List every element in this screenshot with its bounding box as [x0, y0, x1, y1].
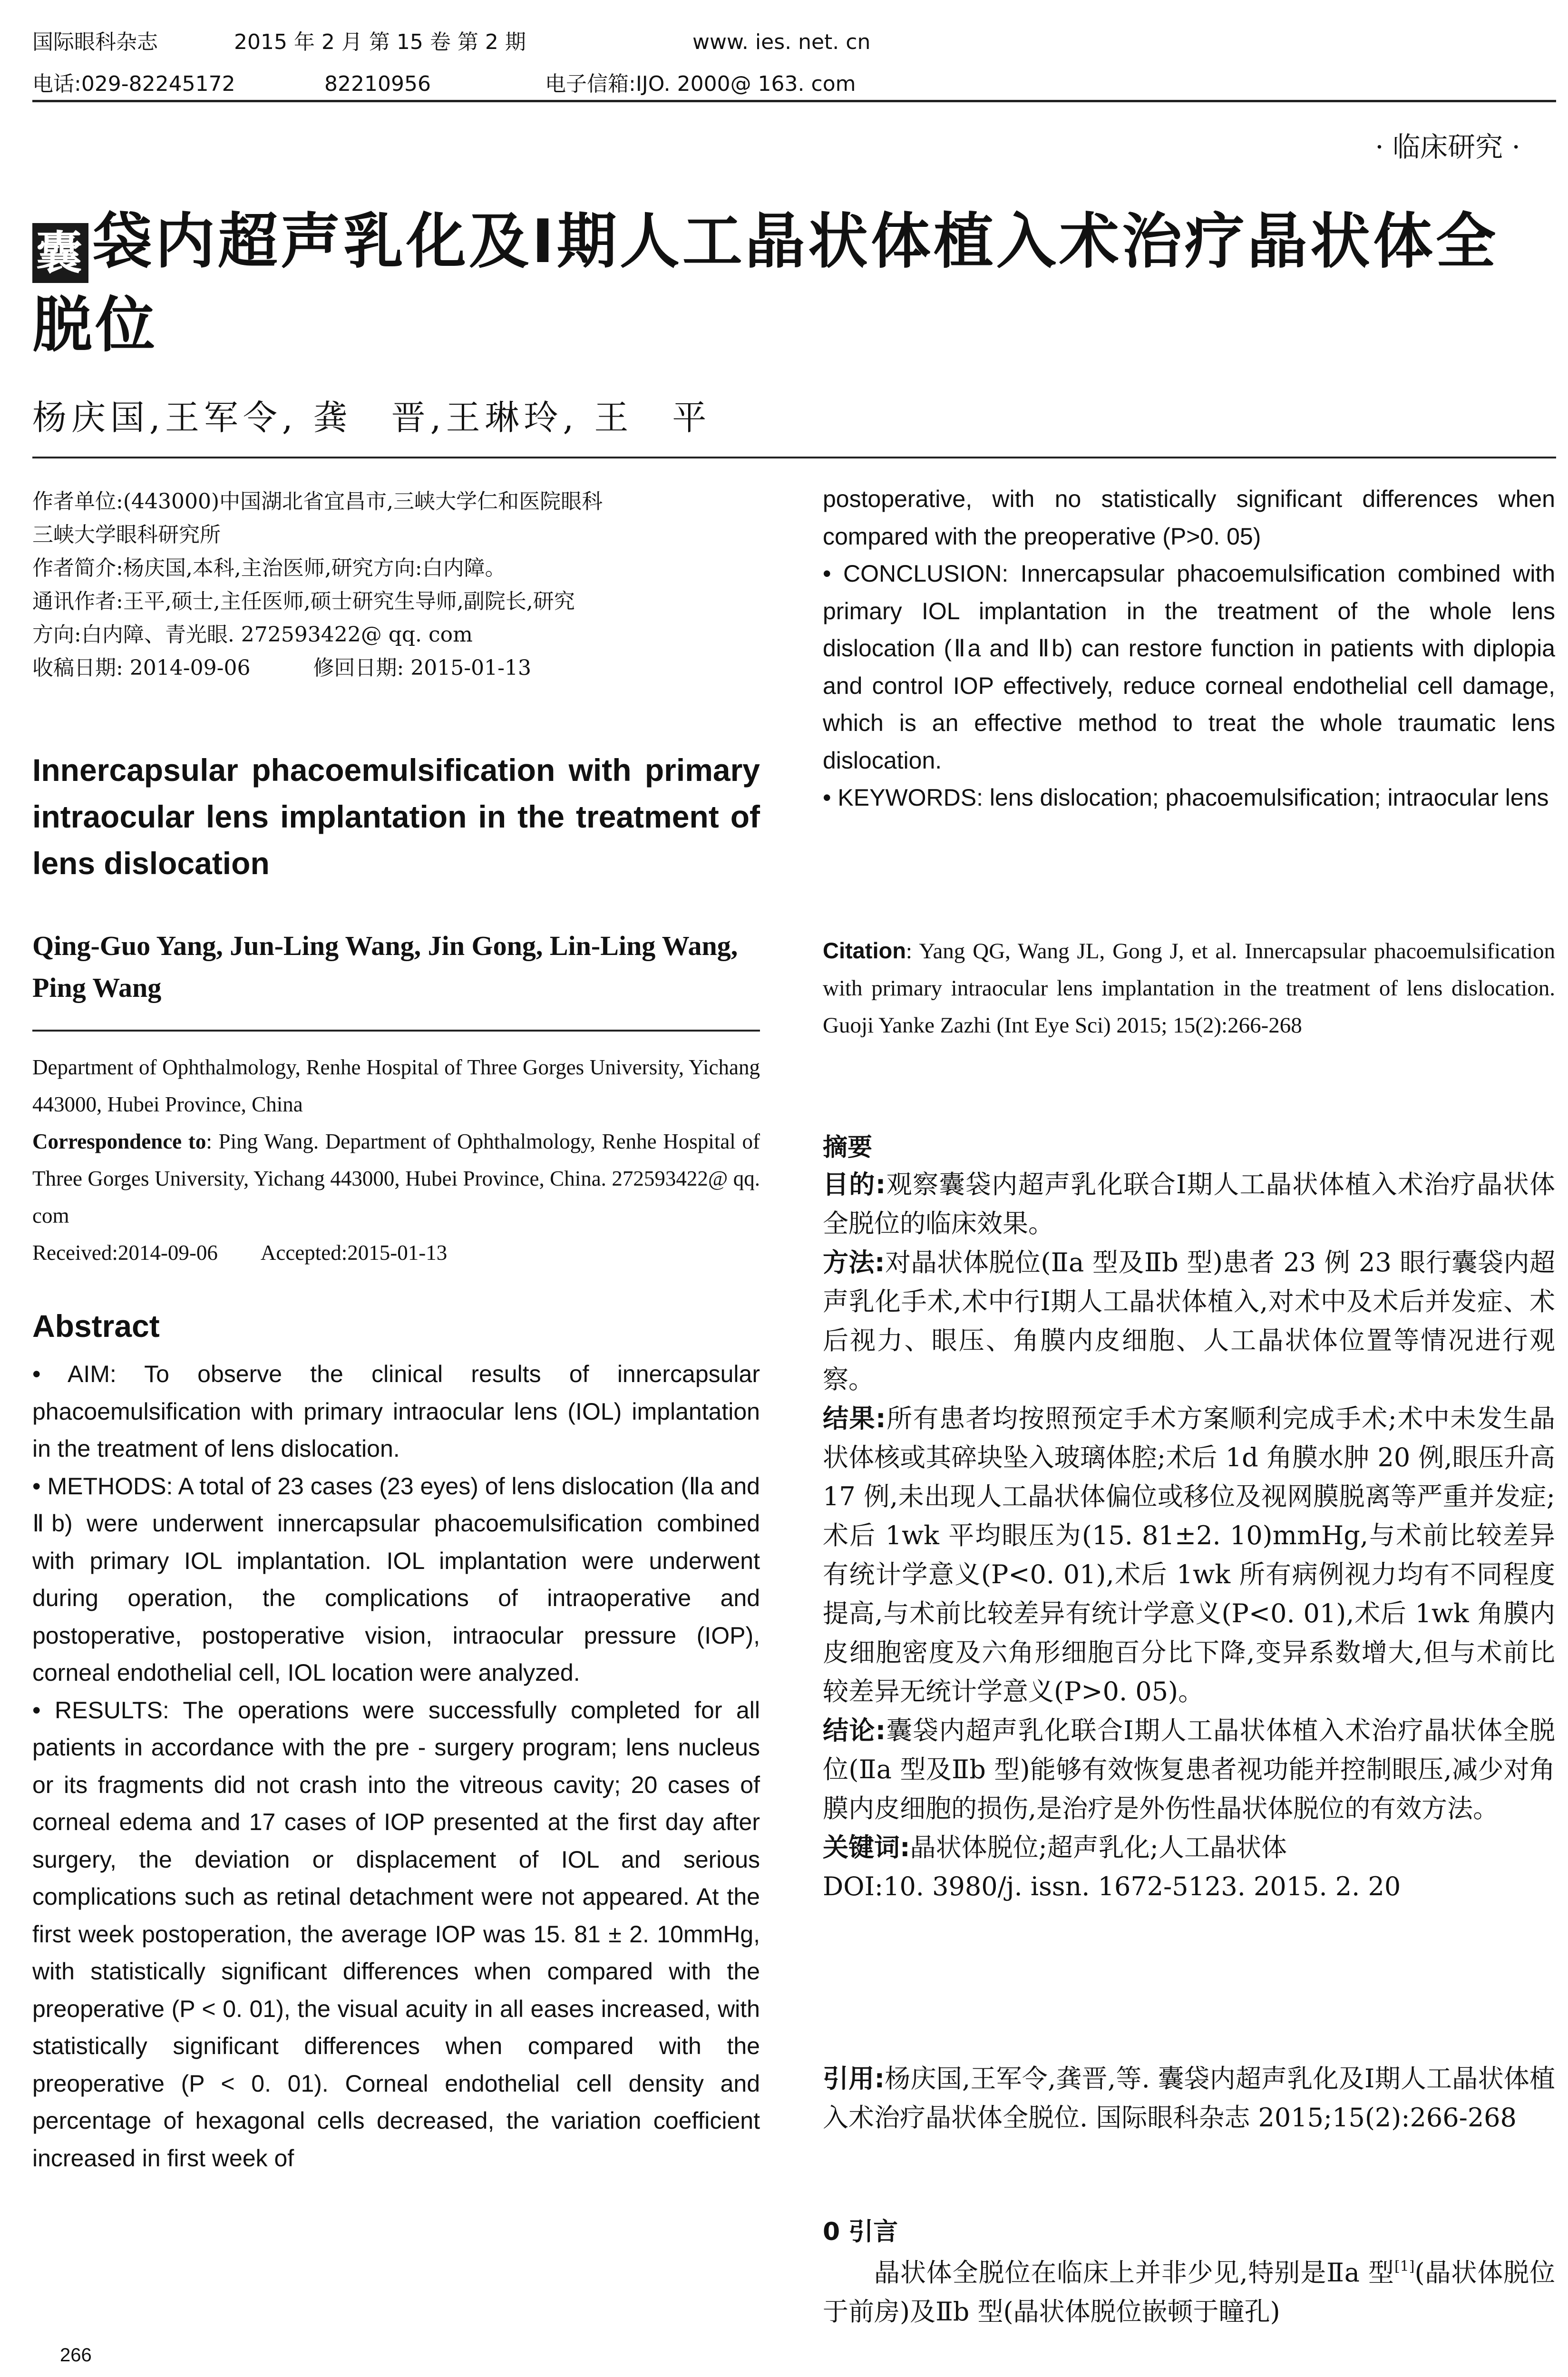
cn-doi: DOI:10. 3980/j. issn. 1672-5123. 2015. 2. 20: [823, 1871, 1401, 1901]
department: Department of Ophthalmology, Renhe Hospital of Three Gorges University, Yichang 443000, Hubei Province, China: [32, 1055, 760, 1116]
phone: 电话:029-82245172: [32, 72, 235, 96]
intro-text-2: (晶状体脱位于前房)及Ⅱb 型(晶状体脱位嵌顿于瞳孔): [823, 2258, 1555, 2327]
cn-conclusion-text: 囊袋内超声乳化联合Ⅰ期人工晶状体植入术治疗晶状体全脱位(Ⅱa 型及Ⅱb 型)能够有效恢复患者视功能并控制眼压,减少对角膜内皮细胞的损伤,是治疗是外伤性晶状体脱位的有效方法。: [823, 1715, 1555, 1823]
abstract-conclusion: • CONCLUSION: Innercapsular phacoemulsification combined with primary IOL implantation in the treatment of the whole lens dislocation (Ⅱa and Ⅱb) can restore function in patients with diplopia and control IOP effectively, reduce corneal endothelial cell damage, which is an effective method to treat the whole traumatic lens dislocation.: [823, 560, 1555, 774]
cn-methods-label: 方法:: [823, 1247, 885, 1277]
cn-meta-line: 作者单位:(443000)中国湖北省宜昌市,三峡大学仁和医院眼科: [32, 489, 603, 514]
received-dates: Received:2014-09-06 Accepted:2015-01-13: [32, 1241, 448, 1265]
title-boxed-char: 囊: [32, 223, 88, 283]
abstract-results: • RESULTS: The operations were successfully completed for all patients in accordance with the pre - surgery program; lens nucleus or its fragments did not crash into the vitreous cavity; 20 cases of corneal edema and 17 cases of IOP presented at the first day after surgery, the deviation or displacement of IOL and serious complications such as retinal detachment were not appeared. At the first week postoperation, the average IOP was 15. 81 ± 2. 10mmHg, with statistically significant differences when compared with the preoperative (P < 0. 01), the visual acuity in all eases increased, with statistically significant differences when compared with the preoperative (P < 0. 01). Corneal endothelial cell density and percentage of hexagonal cells decreased, the variation coefficient increased in first week of: [32, 1696, 760, 2172]
title-rule: [32, 457, 1556, 458]
section-tag: · 临床研究 ·: [1375, 131, 1520, 163]
header-rule: [32, 100, 1556, 102]
journal-name: 国际眼科杂志: [32, 30, 158, 54]
authors-cn: 杨庆国,王军令, 龚 晋,王琳玲, 王 平: [32, 398, 711, 438]
cn-methods: [823, 1243, 1555, 1399]
english-title: Innercapsular phacoemulsification with primary intraocular lens implantation in the treatment of lens dislocation: [32, 752, 760, 881]
citation-text: : Yang QG, Wang JL, Gong J, et al. Innercapsular phacoemulsification with primary intraocular lens implantation in the treatment of lens dislocation. Guoji Yanke Zazhi (Int Eye Sci) 2015; 15(2):266-268: [823, 939, 1555, 1038]
abstract-keywords: • KEYWORDS: lens dislocation; phacoemulsification; intraocular lens: [823, 784, 1549, 811]
cn-abstract-body: [823, 1165, 1555, 1906]
cn-aim-text: 观察囊袋内超声乳化联合Ⅰ期人工晶状体植入术治疗晶状体全脱位的临床效果。: [823, 1169, 1555, 1238]
cn-citation-text: 杨庆国,王军令,龚晋,等. 囊袋内超声乳化及Ⅰ期人工晶状体植入术治疗晶状体全脱位. 国际眼科杂志 2015;15(2):266-268: [823, 2064, 1555, 2133]
intro-text-1: 晶状体全脱位在临床上并非少见,特别是Ⅱa 型: [874, 2258, 1394, 2288]
cn-meta-line: 方向:白内障、青光眼. 272593422@ qq. com: [32, 623, 473, 647]
abstract-heading: Abstract: [32, 1308, 160, 1344]
english-authors: Qing-Guo Yang, Jun-Ling Wang, Jin Gong, Lin-Ling Wang, Ping Wang: [32, 930, 738, 1003]
cn-meta-line: 收稿日期: 2014-09-06 修回日期: 2015-01-13: [32, 656, 531, 680]
authors-rule: [32, 1030, 760, 1032]
issue-info: 2015 年 2 月 第 15 卷 第 2 期: [234, 30, 526, 54]
intro-heading: 0 引言: [823, 2218, 898, 2246]
cn-keywords-text: 晶状体脱位;超声乳化;人工晶状体: [910, 1832, 1287, 1862]
cn-conclusion-label: 结论:: [823, 1715, 886, 1745]
cn-meta-line: 通讯作者:王平,硕士,主任医师,硕士研究生导师,副院长,研究: [32, 589, 575, 614]
citation-label: Citation: [823, 938, 906, 963]
cn-results-text: 所有患者均按照预定手术方案顺利完成手术;术中未发生晶状体核或其碎块坠入玻璃体腔;术后 1d 角膜水肿 20 例,眼压升高 17 例,未出现人工晶状体偏位或移位及视网膜脱离等严重并发症;术后 1wk 平均眼压为(15. 81±2. 10)mmHg,与术前比较差异有统计学意义(P<0. 01),术后 1wk 所有病例视力均有不同程度提高,与术前比较差异有统计学意义(P<0. 01),术后 1wk 角膜内皮细胞密度及六角形细胞百分比下降,变异系数增大,但与术前比较差异无统计学意义(P>0. 05)。: [823, 1403, 1555, 1706]
cn-citation: [823, 2059, 1555, 2137]
correspondence: [32, 1123, 760, 1234]
abstract-methods: • METHODS: A total of 23 cases (23 eyes) of lens dislocation (Ⅱa and Ⅱb) were underwent innercapsular phacoemulsification combined with primary IOL implantation. IOL implantation were underwent during operation, the complications of intraoperative and postoperative, postoperative vision, intraocular pressure (IOP), corneal endothelial cell, IOL location were analyzed.: [32, 1472, 760, 1686]
abstract-aim: • AIM: To observe the clinical results of innercapsular phacoemulsification with primary intraocular lens (IOL) implantation in the treatment of lens dislocation.: [32, 1361, 760, 1462]
cn-meta-line: 作者简介:杨庆国,本科,主治医师,研究方向:白内障。: [32, 556, 506, 580]
cn-meta-line: 三峡大学眼科研究所: [32, 523, 221, 547]
cn-methods-text: 对晶状体脱位(Ⅱa 型及Ⅱb 型)患者 23 例 23 眼行囊袋内超声乳化手术,术中行Ⅰ期人工晶状体植入,对术中及术后并发症、术后视力、眼压、角膜内皮细胞、人工晶状体位置等情况进行观察。: [823, 1247, 1555, 1394]
abstract-right-body: [823, 480, 1555, 817]
citation-block: [823, 932, 1555, 1044]
reference-marker: [1]: [1394, 2258, 1415, 2275]
correspondence-label: Correspondence to: [32, 1130, 206, 1153]
cn-aim: [823, 1165, 1555, 1243]
cn-keywords: [823, 1828, 1555, 1867]
article-title: [32, 200, 1554, 367]
cn-results-label: 结果:: [823, 1403, 886, 1433]
website: www. ies. net. cn: [692, 30, 871, 54]
cn-citation-label: 引用:: [823, 2064, 885, 2094]
cn-abstract-heading: 摘要: [823, 1133, 873, 1162]
intro-text: [823, 2247, 1555, 2331]
email: 电子信箱:IJO. 2000@ 163. com: [545, 72, 856, 96]
journal-header-line1: [32, 25, 870, 55]
cn-conclusion: [823, 1711, 1555, 1828]
abstract-results-cont: postoperative, with no statistically significant differences when compared with the preoperative (P>0. 05): [823, 486, 1555, 550]
page-number: 266: [60, 2345, 92, 2366]
cn-results: [823, 1399, 1555, 1711]
phone2: 82210956: [324, 72, 431, 96]
cn-aim-label: 目的:: [823, 1169, 886, 1199]
title-text: 袋内超声乳化及Ⅰ期人工晶状体植入术治疗晶状体全脱位: [32, 206, 1499, 360]
correspondence-text: : Ping Wang. Department of Ophthalmology, Renhe Hospital of Three Gorges University, Yichang 443000, Hubei Province, China. 272593422@ qq. com: [32, 1130, 760, 1227]
journal-header-line2: [32, 67, 856, 97]
affiliation-block: [32, 1049, 760, 1271]
cn-meta-block: [32, 485, 760, 685]
abstract-left-body: [32, 1355, 760, 2177]
cn-keywords-label: 关键词:: [823, 1832, 910, 1862]
